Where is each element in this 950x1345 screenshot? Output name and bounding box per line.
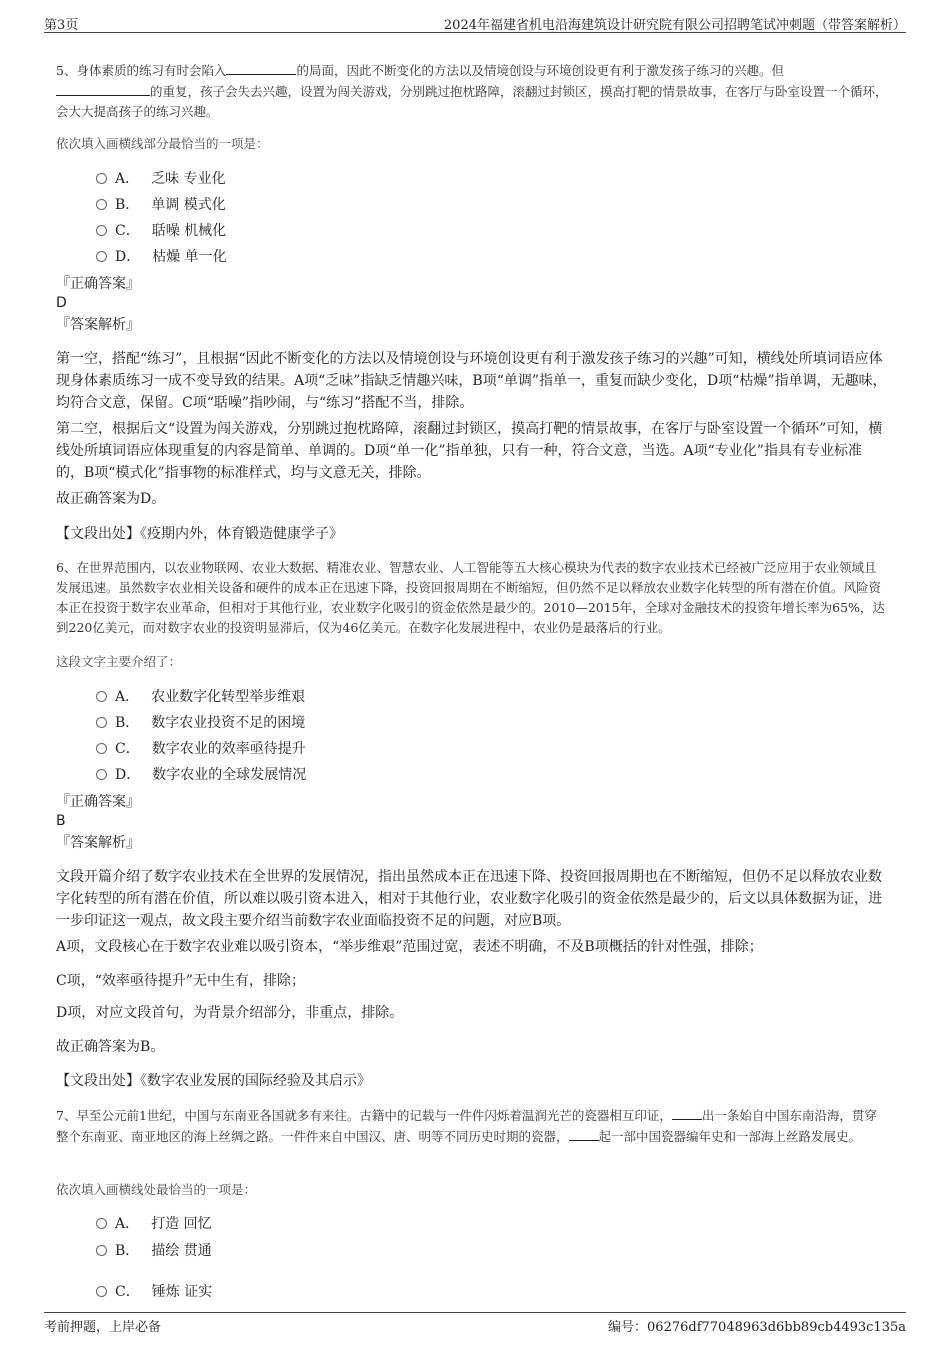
q5-option-c[interactable]: C． 聒噪 机械化	[96, 221, 226, 241]
question-7-text: 7、早至公元前1世纪，中国与东南亚各国就多有来往。古籍中的记载与一件件闪烁着温润光芒的瓷器相互印证， 出一条始自中国东南沿海，贯穿整个东南亚、南亚地区的海上丝绸之路。一件件来自中国汉、唐、明等不同历史时期的瓷器， 起一部中国瓷器编年史和一部海上丝路发展史。	[56, 1105, 888, 1147]
analysis-label: 『答案解析』	[56, 835, 140, 851]
q6-option-b[interactable]: B． 数字农业投资不足的困境	[96, 713, 305, 733]
analysis-paragraph: C项，“效率亟待提升”无中生有，排除；	[56, 973, 306, 989]
radio-icon[interactable]	[96, 743, 107, 754]
question-6-text: 6、在世界范围内，以农业物联网、农业大数据、精准农业、智慧农业、人工智能等五大核心模块为代表的数字农业技术已经被广泛应用于农业领域且发展迅速。虽然数字农业相关设备和硬件的成本正在迅速下降，投资回报周期在不断缩短，但仍然不足以释放农业数字化转型的所有潜在价值。风险资本正在投资于数字农业革命，但相对于其他行业，农业数字化吸引的资金依然是最少的。2010—2015年，全球对金融技术的投资年增长率为65%，达到220亿美元，而对数字农业的投资明显滞后，仅为46亿美元。在数字化发展进程中，农业仍是最落后的行业。	[56, 560, 885, 635]
page-header	[44, 10, 906, 33]
q7-option-c[interactable]: C． 锤炼 证实	[96, 1282, 212, 1302]
q7-option-a[interactable]: A． 打造 回忆	[96, 1214, 212, 1234]
q6-option-a[interactable]: A． 农业数字化转型举步维艰	[96, 687, 305, 707]
analysis-paragraph: D项，对应文段首句，为背景介绍部分，非重点，排除。	[56, 1005, 404, 1021]
question-5-text: 5、身体素质的练习有时会陷入 的局面，因此不断变化的方法以及情境创设与环境创设更有利于激发孩子练习的兴趣。但 的重复，孩子会失去兴趣，设置为闯关游戏，分别跳过抱枕路障，滚翻过封锁区，摸高打靶的情景故事，在客厅与卧室设置一个循环，会大大提高孩子的练习兴趣。	[56, 60, 888, 122]
radio-icon[interactable]	[96, 691, 107, 702]
radio-icon[interactable]	[96, 1245, 107, 1256]
q5-option-a[interactable]: A． 乏味 专业化	[96, 169, 226, 189]
radio-icon[interactable]	[96, 1218, 107, 1229]
page-footer	[44, 1312, 906, 1335]
blank-line	[672, 1105, 702, 1120]
radio-icon[interactable]	[96, 173, 107, 184]
answer-label: 『正确答案』	[56, 276, 140, 292]
radio-icon[interactable]	[96, 769, 107, 780]
document-title: 2024年福建省机电沿海建筑设计研究院有限公司招聘笔试冲刺题（带答案解析）	[443, 18, 906, 33]
radio-icon[interactable]	[96, 199, 107, 210]
question-6-prompt: 这段文字主要介绍了：	[56, 654, 182, 669]
radio-icon[interactable]	[96, 225, 107, 236]
blank-line	[226, 60, 296, 75]
analysis-paragraph: 第一空，搭配“练习”，且根据“因此不断变化的方法以及情境创设与环境创设更有利于激发孩子练习的兴趣”可知，横线处所填词语应体现身体素质练习一成不变导致的结果。A项“乏味”指缺乏情趣兴味，B项“单调”指单一，重复而缺少变化，D项“枯燥”指单调，无趣味，均符合文意，保留。C项“聒噪”指吵闹，与“练习”搭配不当，排除。	[56, 351, 887, 411]
analysis-paragraph: 文段开篇介绍了数字农业技术在全世界的发展情况，指出虽然成本正在迅速下降、投资回报周期也在不断缩短，但仍不足以释放农业数字化转型的所有潜在价值，所以难以吸引资本进入，相对于其他行业，农业数字化吸引的资金依然是最少的，后文以具体数据为证，进一步印证这一观点，故文段主要介绍当前数字农业面临投资不足的问题，对应B项。	[56, 869, 882, 929]
source-citation: 【文段出处】《数字农业发展的国际经验及其启示》	[56, 1073, 371, 1089]
radio-icon[interactable]	[96, 1286, 107, 1297]
page-number: 第3页	[44, 18, 79, 33]
document-id: 编号：06276df77048963d6bb89cb4493c135a	[608, 1320, 906, 1335]
q6-option-d[interactable]: D． 数字农业的全球发展情况	[96, 765, 306, 785]
q5-option-d[interactable]: D． 枯燥 单一化	[96, 247, 227, 267]
analysis-conclusion: 故正确答案为D。	[56, 491, 166, 507]
answer-value: D	[56, 295, 67, 311]
source-citation: 【文段出处】《疫期内外，体育锻造健康学子》	[56, 526, 343, 542]
radio-icon[interactable]	[96, 251, 107, 262]
analysis-paragraph: A项，文段核心在于数字农业难以吸引资本，“举步维艰”范围过宽，表述不明确，不及B项概括的针对性强，排除；	[56, 939, 763, 955]
q6-option-c[interactable]: C． 数字农业的效率亟待提升	[96, 739, 306, 759]
analysis-paragraph: 第二空，根据后文“设置为闯关游戏，分别跳过抱枕路障，滚翻过封锁区，摸高打靶的情景故事，在客厅与卧室设置一个循环”可知，横线处所填词语应体现重复的内容是简单、单调的。D项“单一化”指单独，只有一种，符合文意，当选。A项“专业化”指具有专业标准的，B项“模式化”指事物的标准样式，均与文意无关，排除。	[56, 421, 883, 481]
question-5-prompt: 依次填入画横线部分最恰当的一项是：	[56, 136, 269, 151]
q7-option-b[interactable]: B． 描绘 贯通	[96, 1241, 212, 1261]
analysis-label: 『答案解析』	[56, 317, 140, 333]
q5-option-b[interactable]: B． 单调 模式化	[96, 195, 226, 215]
answer-value: B	[56, 813, 66, 829]
answer-label: 『正确答案』	[56, 794, 140, 810]
footer-slogan: 考前押题，上岸必备	[44, 1320, 162, 1335]
blank-line	[569, 1126, 599, 1141]
analysis-conclusion: 故正确答案为B。	[56, 1039, 165, 1055]
question-7-prompt: 依次填入画横线处最恰当的一项是：	[56, 1182, 257, 1197]
radio-icon[interactable]	[96, 717, 107, 728]
blank-line	[56, 81, 150, 96]
